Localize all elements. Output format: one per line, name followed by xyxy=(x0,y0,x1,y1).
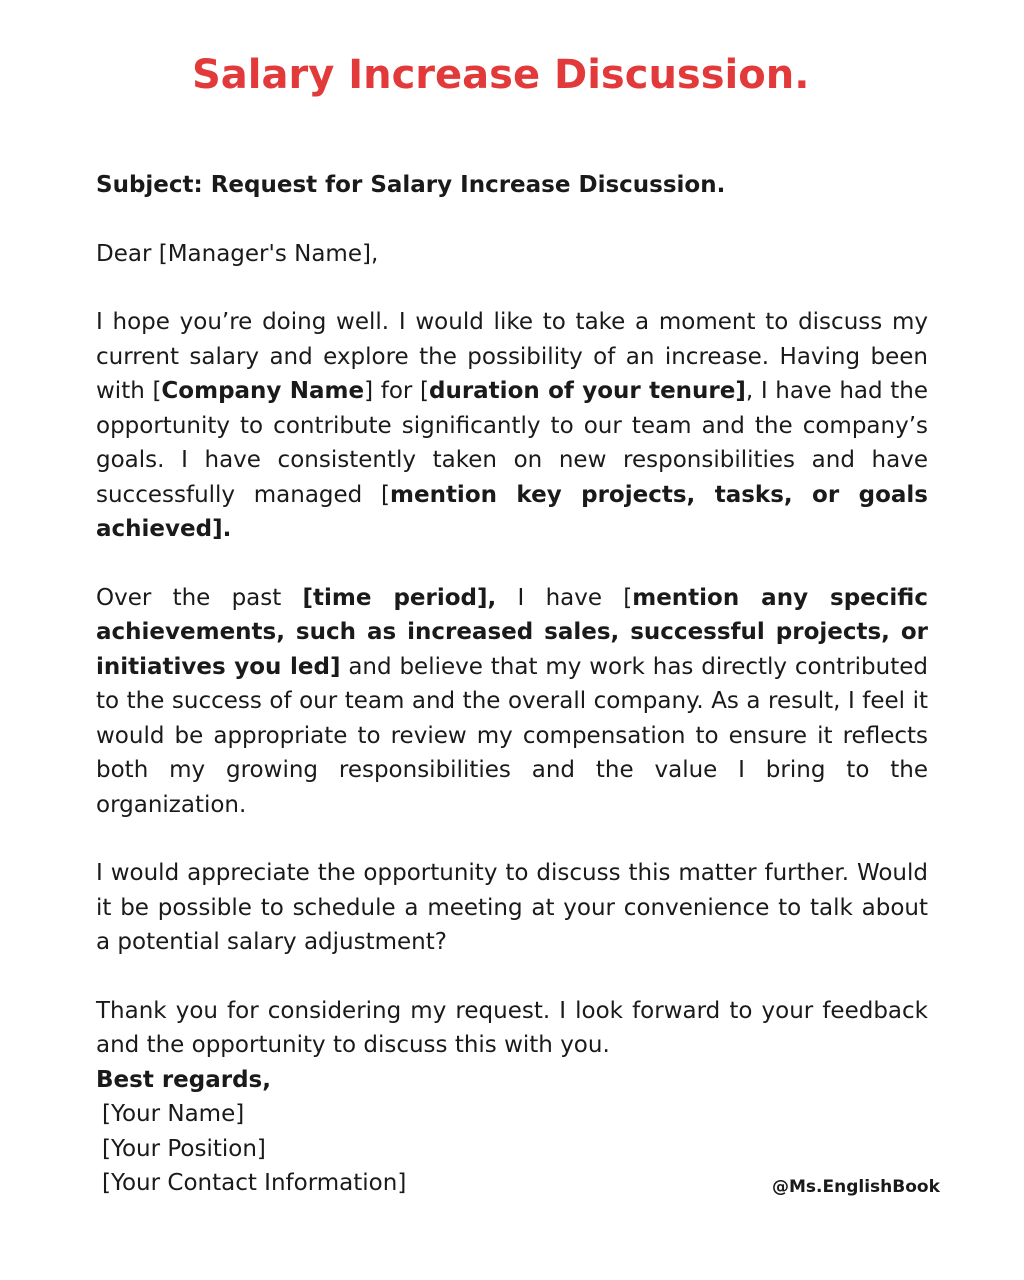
document-title: Salary Increase Discussion. xyxy=(192,52,810,98)
placeholder-company-name: Company Name xyxy=(161,378,365,404)
placeholder-achievements: mention any specific achievements, such as increased sales, successful projects, or initiatives you led] xyxy=(96,584,928,680)
placeholder-tenure: duration of your tenure] xyxy=(428,378,746,404)
signature-contact: [Your Contact Information] xyxy=(102,1170,407,1196)
paragraph-intro-text-3: , I have had the opportunity to contribute significantly to our team and the company’s goals. I have consistently taken on new responsibilities and have successfully managed [ xyxy=(96,378,929,508)
paragraph-thanks: Thank you for considering my request. I look forward to your feedback and the opportunity to discuss this with you. xyxy=(96,997,928,1058)
paragraph-achievements-text-3: and believe that my work has directly contributed to the success of our team and the overall company. As a result, I feel it would be appropriate to review my compensation to ensure it reflects both my growing responsibilities and the value I bring to the organization. xyxy=(96,653,928,818)
placeholder-time-period: [time period], xyxy=(302,584,497,611)
paragraph-request-meeting: I would appreciate the opportunity to discuss this matter further. Would it be possible to schedule a meeting at your convenience to talk about a potential salary adjustment? xyxy=(96,860,928,955)
paragraph-intro xyxy=(96,305,928,547)
letter-subject: Subject: Request for Salary Increase Discussion. xyxy=(96,172,726,198)
author-handle: @Ms.EnglishBook xyxy=(772,1177,940,1197)
signature-name: [Your Name] xyxy=(102,1101,245,1127)
paragraph-intro-text-1: I hope you’re doing well. I would like to take a moment to discuss my current salary and explore the possibility of an increase. Having been with [ xyxy=(96,309,928,404)
letter-body xyxy=(96,168,928,1201)
paragraph-intro-text-2: ] for [ xyxy=(364,378,429,404)
paragraph-achievements-text-2: I have [ xyxy=(496,584,633,611)
signature-position: [Your Position] xyxy=(102,1135,266,1162)
letter-greeting: Dear [Manager's Name], xyxy=(96,240,379,267)
placeholder-key-projects: mention key projects, tasks, or goals achieved]. xyxy=(96,481,928,542)
letter-closing: Best regards, xyxy=(96,1066,271,1093)
paragraph-achievements xyxy=(96,581,928,823)
paragraph-achievements-text-1: Over the past xyxy=(96,584,303,611)
